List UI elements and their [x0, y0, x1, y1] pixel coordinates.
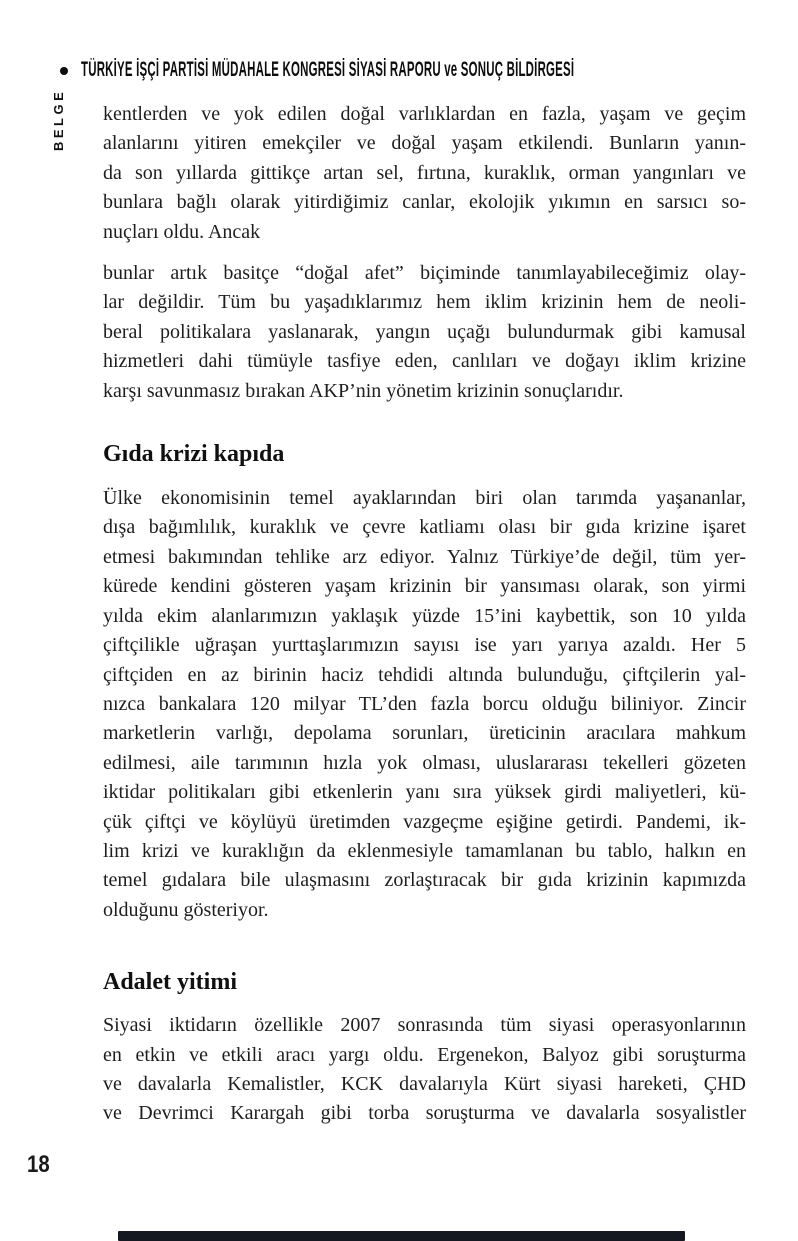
- text-line: çük çiftçi ve köylüyü üretimden vazgeçme eşiğine getirdi. Pandemi, ik-: [103, 810, 746, 833]
- paragraph: [103, 1011, 746, 1129]
- paragraph: [103, 484, 746, 925]
- text-line: bunlara bağlı olarak yitirdiğimiz canlar, ekolojik yıkımın en sarsıcı so-: [103, 191, 746, 214]
- bullet-icon: [60, 67, 68, 75]
- text-line: kürede kendini gösteren yaşam krizinin bir yansıması olarak, son yirmi: [103, 575, 746, 598]
- text-line: bunlar artık basitçe “doğal afet” biçiminde tanımlayabileceğimiz olay-: [103, 262, 746, 285]
- page-content: [103, 100, 746, 1129]
- text-line: Ülke ekonomisinin temel ayaklarından biri olan tarımda yaşananlar,: [103, 487, 746, 510]
- text-line: alanlarını yitiren emekçiler ve doğal yaşam etkilendi. Bunların yanın-: [103, 132, 746, 155]
- text-line: çiftçiden en az birinin haciz tehdidi altında bulunduğu, çiftçilerin yal-: [103, 663, 746, 686]
- text-line: olduğunu gösteriyor.: [103, 898, 269, 921]
- paragraph: [103, 259, 746, 406]
- text-line: çiftçilikle uğraşan yurttaşlarımızın sayısı ise yarı yarıya azaldı. Her 5: [103, 634, 746, 657]
- text-line: kentlerden ve yok edilen doğal varlıklardan en fazla, yaşam ve geçim: [103, 103, 746, 125]
- text-line: da son yıllarda gittikçe artan sel, fırtına, kuraklık, orman yangınları ve: [103, 161, 746, 184]
- text-line: ve Devrimci Karargah gibi torba soruşturma ve davalarla sosyalistler: [103, 1102, 746, 1125]
- page-header: [60, 58, 798, 82]
- text-line: karşı savunmasız bırakan AKP’nin yönetim krizinin sonuçlarıdır.: [103, 379, 624, 402]
- text-line: en etkin ve etkili aracı yargı oldu. Ergenekon, Balyoz gibi soruşturma: [103, 1043, 746, 1066]
- text-line: yılda ekim alanlarımızın yaklaşık yüzde 15’ini kaybettik, son 10 yılda: [103, 604, 746, 627]
- text-line: nızca bankalara 120 milyar TL’den fazla borcu olduğu biliniyor. Zincir: [103, 692, 746, 715]
- page-number: 18: [27, 1151, 50, 1178]
- section-heading-adalet-yitimi: Adalet yitimi: [103, 969, 237, 996]
- running-head-title: TÜRKİYE İŞÇİ PARTİSİ MÜDAHALE KONGRESİ SİYASİ RAPORU ve SONUÇ BİLDİRGESİ: [81, 58, 575, 81]
- text-line: nuçları oldu. Ancak: [103, 220, 261, 243]
- text-line: dışa bağımlılık, kuraklık ve çevre katliamı olası bir gıda krizine işaret: [103, 516, 746, 539]
- section-heading-gida-krizi: Gıda krizi kapıda: [103, 441, 285, 468]
- text-line: edilmesi, aile tarımının hızla yok olması, uluslararası tekelleri gözeten: [103, 751, 746, 774]
- paragraph: [103, 100, 746, 247]
- text-line: ve davalarla Kemalistler, KCK davalarıyla Kürt siyasi hareketi, ÇHD: [103, 1072, 746, 1095]
- text-line: marketlerin varlığı, depolama sorunları, üreticinin aracılara mahkum: [103, 722, 746, 745]
- side-tab-label: BELGE: [51, 88, 66, 151]
- footer-bar: [118, 1231, 685, 1241]
- text-line: beral politikalara yaslanarak, yangın uçağı bulundurmak gibi kamusal: [103, 320, 746, 343]
- text-line: hizmetleri dahi tümüyle tasfiye eden, canlıları ve doğayı iklim krizine: [103, 350, 746, 373]
- text-line: iktidar politikaları gibi etkenlerin yanı sıra yüksek girdi maliyetleri, kü-: [103, 781, 746, 804]
- text-line: etmesi bakımından tehlike arz ediyor. Yalnız Türkiye’de değil, tüm yer-: [103, 545, 746, 568]
- text-line: Siyasi iktidarın özellikle 2007 sonrasında tüm siyasi operasyonlarının: [103, 1014, 746, 1037]
- text-line: lar değildir. Tüm bu yaşadıklarımız hem iklim krizinin hem de neoli-: [103, 291, 746, 314]
- text-line: temel gıdalara bile ulaşmasını zorlaştıracak bir gıda krizinin kapımızda: [103, 869, 746, 892]
- text-line: lim krizi ve kuraklığın da eklenmesiyle tamamlanan bu tablo, halkın en: [103, 839, 746, 862]
